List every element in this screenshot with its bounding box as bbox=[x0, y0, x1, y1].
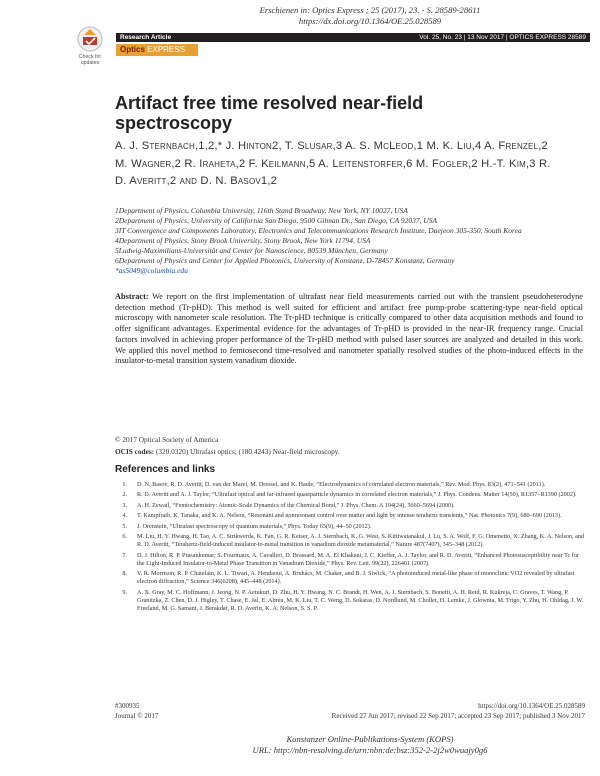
reference-item bbox=[115, 533, 585, 549]
author-list: A. J. Sternbach,1,2,* J. Hinton2, T. Slusar,3 A. S. McLeod,1 M. K. Liu,4 A. Frenzel,2 M. Wagner,2 R. Iraheta,2 F. Keilmann,5 A. Leitenstorfer,6 M. Fogler,2 H.-T. Kim,3 R. D. Averitt,2 and D. N. Basov1,2 bbox=[115, 140, 551, 187]
affiliation: 2Department of Physics, University of California San Diego, 9500 Gilman Dr., San Diego, CA 92037, USA bbox=[115, 216, 438, 225]
reference-item bbox=[115, 502, 585, 510]
reference-text: V. R. Morrison, R. P. Chatelain, K. L. Tiwari, A. Hendaoui, A. Bruhács, M. Chaker, and B. J. Siwick, “A photoinduced metal-like phase of monoclinic VO2 revealed by ultrafast electron diffraction,” Science 346(6208), 445–448 (2014). bbox=[137, 570, 575, 586]
abstract-text: We report on the first implementation of ultrafast near field measurements carried out with the transient pseudoheterodyne detection method (Tr-pHD). This method is well suited for efficient and artifact free pump-probe scattering-type near-field optical microscopy with nanometer scale resolution. The Tr-pHD technique is critically compared to other data acquisition methods and found to offer significant advantages. Experimental evidence for the advantages of Tr-pHD is provided in the near-IR frequency range. Crucial factors involved in achieving proper performance of the Tr-pHD method with pulsed laser sources are analyzed and detailed in this work. We applied this novel method to femtosecond time-resolved and nanometer spatially resolved studies of the photo-induced effects in the insulator-to-metal transition system vanadium dioxide. bbox=[115, 292, 583, 366]
ocis-label: OCIS codes: bbox=[115, 447, 155, 456]
reference-number: 5. bbox=[122, 522, 127, 530]
reference-number: 1. bbox=[122, 481, 127, 488]
reference-item bbox=[115, 552, 585, 568]
reference-number: 6. bbox=[122, 532, 127, 540]
affiliation: 4Department of Physics, Stony Brook University, Stony Brook, New York 11794, USA bbox=[115, 236, 371, 245]
badge-line1: Check for bbox=[78, 54, 102, 60]
reference-item bbox=[115, 512, 585, 520]
journal-bar bbox=[116, 33, 590, 42]
reference-number: 7. bbox=[122, 551, 127, 559]
reference-text: R. D. Averitt and A. J. Taylor, “Ultrafast optical and far-infrared quasiparticle dynamics in correlated electron materials,” J. Phys. Condens. Matter 14(50), R1357–R1390 (2002). bbox=[137, 491, 577, 499]
references-list bbox=[115, 481, 585, 616]
reference-number: 4. bbox=[122, 512, 127, 520]
affiliation: 3IT Convergence and Components Laboratory, Electronics and Telecommunications Research Institute, Daejeon 305-350, South Korea bbox=[115, 226, 522, 235]
repository-note bbox=[150, 734, 590, 756]
reference-text: T. Kampfrath, K. Tanaka, and K. A. Nelson, “Resonant and nonresonant control over matter and light by intense terahertz transients,” Nat. Photonics 7(9), 680–690 (2013). bbox=[137, 512, 562, 520]
journal-logo-part1: Optics bbox=[120, 45, 145, 54]
reference-number: 3. bbox=[122, 501, 127, 509]
journal-citation: Vol. 25, No. 23 | 13 Nov 2017 | OPTICS EXPRESS 28589 bbox=[419, 34, 586, 41]
reference-item bbox=[115, 570, 585, 586]
reference-text: M. Liu, H. Y. Hwang, H. Tao, A. C. Strikwerda, K. Fan, G. R. Keiser, A. J. Sternbach, K. G. West, S. Kittiwatanakul, J. Lu, S. A. Wolf, F. G. Omenetto, X. Zhang, K. A. Nelson, and R. D. Averitt, “Terahertz-field-induced insulator-to-metal transition in vanadium dioxide metamaterial,” Nature 487(7407), 345–348 (2012). bbox=[137, 532, 585, 549]
check-for-updates-icon bbox=[70, 25, 110, 67]
reference-text: A. H. Zewail, “Femtochemistry: Atomic-Scale Dynamics of the Chemical Bond,” J. Phys. Chem. A 104(24), 5660–5694 (2000). bbox=[137, 501, 455, 509]
reference-text: D. J. Hilton, R. P. Prasankumar, S. Fourmaux, A. Cavalleri, D. Brassard, M. A. El Khakani, J. C. Kieffer, A. J. Taylor, and R. D. Averitt, “Enhanced Photosusceptibility near Tc for the Light-Induced Insulator-to-Metal Phase Transition in Vanadium Dioxide,” Phys. Rev. Lett. 99(22), 226401 (2007). bbox=[137, 551, 579, 567]
header-note bbox=[150, 5, 590, 27]
reference-text: A. X. Gray, M. C. Hoffmann, J. Jeong, N. P. Aetukuri, D. Zhu, H. Y. Hwang, N. C. Brandt, H. Wen, A. J. Sternbach, S. Bonetti, A. H. Reid, R. Kukreja, C. Graves, T. Wang, P. Granitzka, Z. Chen, D. J. Higley, T. Chase, E. Jal, E. Abreu, M. K. Liu, T. C. Weng, D. Sokaras, D. Nordlund, M. Chollet, H. Lemke, J. Glownia, M. Trigo, Y. Zhu, H. Ohldag, J. W. Freeland, M. G. Samant, J. Berakdar, R. D. Averitt, K. A. Nelson, S. S. P. bbox=[137, 588, 584, 613]
affiliation: 1Department of Physics, Columbia University, 116th Stand Broadway, New York, NY 10027, USA bbox=[115, 206, 408, 215]
ocis-text: (320.0320) Ultrafast optics; (180.4243) Near-field microscopy. bbox=[155, 447, 340, 456]
badge-line2: updates bbox=[80, 60, 100, 66]
footer-doi-link[interactable]: https://doi.org/10.1364/OE.25.028589 bbox=[478, 702, 585, 710]
reference-item bbox=[115, 523, 585, 531]
reference-text: J. Orenstein, “Ultrafast spectroscopy of quantum materials,” Phys. Today 65(9), 44–50 (2012). bbox=[137, 522, 372, 530]
journal-logo-part2: EXPRESS bbox=[147, 45, 185, 54]
header-note-line1: Erschienen in: Optics Express ; 25 (2017), 23. - S. 28589-28611 bbox=[259, 5, 481, 15]
article-type: Research Article bbox=[120, 34, 172, 41]
article-title: Artifact free time resolved near-field spectroscopy bbox=[115, 93, 424, 133]
header-note-doi[interactable]: https://dx.doi.org/10.1364/OE.25.028589 bbox=[298, 16, 442, 26]
reference-item bbox=[115, 481, 585, 489]
footer-dates: Received 27 Jun 2017; revised 22 Sep 2017; accepted 23 Sep 2017; published 3 Nov 2017 bbox=[331, 712, 585, 720]
references-heading: References and links bbox=[115, 464, 216, 475]
footer-article-id: #300935 bbox=[115, 702, 140, 710]
affiliation: 5Ludwig-Maximilians-Universität and Center for Nanoscience, 80539 München, Germany bbox=[115, 246, 388, 255]
repository-url-link[interactable]: URL: http://nbn-resolving.de/urn:nbn:de:bsz:352-2-2j2w0wuajy0g6 bbox=[252, 745, 488, 755]
reference-item bbox=[115, 491, 585, 499]
reference-text: D. N. Basov, R. D. Averitt, D. van der Marel, M. Dressel, and K. Haule, “Electrodynamics of correlated electron materials,” Rev. Mod. Phys. 83(2), 471–541 (2011). bbox=[137, 481, 546, 488]
footer-journal: Journal © 2017 bbox=[115, 712, 159, 720]
corresponding-email-link[interactable]: *as5049@columbia.edu bbox=[115, 266, 188, 275]
ocis-codes bbox=[115, 447, 575, 456]
reference-number: 2. bbox=[122, 491, 127, 499]
abstract-label: Abstract: bbox=[115, 292, 149, 301]
reference-number: 9. bbox=[122, 588, 127, 596]
abstract bbox=[115, 292, 583, 367]
repository-name: Konstanzer Online-Publikations-System (KOPS) bbox=[286, 734, 454, 744]
reference-item bbox=[115, 589, 585, 614]
reference-number: 8. bbox=[122, 570, 127, 578]
journal-logo bbox=[116, 44, 198, 56]
copyright: © 2017 Optical Society of America bbox=[115, 435, 219, 444]
affiliation: 6Department of Physics and Center for Applied Photonics, University of Konstanz, D-78457 Konstanz, Germany bbox=[115, 256, 455, 265]
check-for-updates-badge[interactable] bbox=[70, 25, 110, 67]
affiliations bbox=[115, 206, 585, 276]
